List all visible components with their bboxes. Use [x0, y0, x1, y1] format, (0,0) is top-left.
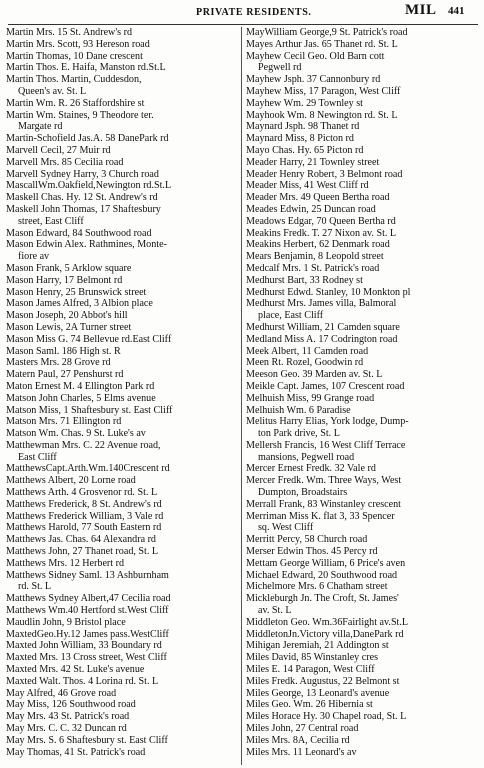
directory-entry: Meades Edwin, 25 Duncan road [246, 203, 376, 215]
directory-entry: Maxted Mrs. 42 St. Luke's avenue [6, 664, 145, 676]
directory-entry: MayWilliam George,9 St. Patrick's road [246, 27, 408, 38]
directory-entry: Melhuish Miss, 99 Grange road [246, 392, 375, 404]
directory-entry: Matson Mrs. 71 Ellington rd [6, 416, 122, 428]
directory-entry-continuation: ton Park drive, St. L [258, 428, 340, 440]
directory-entry: Matern Paul, 27 Penshurst rd [6, 369, 124, 381]
directory-entry: Meen Rt. Rozel, Goodwin rd [246, 357, 364, 369]
directory-entry: Mason Edward, 84 Southwood road [6, 227, 152, 239]
directory-entry: Mayhew Miss, 17 Paragon, West Cliff [246, 85, 401, 97]
directory-entry: Miles David, 85 Winstanley cres [246, 652, 379, 664]
directory-entry: MatthewsCapt.Arth.Wm.140Crescent rd [6, 463, 170, 475]
directory-entry: Miles Mrs. 11 Leonard's av [246, 746, 357, 758]
directory-entry: Maxted John William, 33 Boundary rd [6, 640, 162, 652]
directory-entry: Martin Thos. E. Haifa, Manston rd.St.L [6, 62, 166, 74]
directory-entry: Mayhew Wm. 29 Townley st [246, 97, 363, 109]
directory-entry: Mason Frank, 5 Arklow square [6, 262, 132, 274]
directory-entry: MiddletonJn.Victory villa,DanePark rd [246, 628, 404, 640]
directory-entry: Martin Wm. Staines, 9 Theodore ter. [6, 109, 154, 121]
directory-entry: Matthews Jas. Chas. 64 Alexandra rd [6, 534, 156, 546]
directory-entry: Melhuish Wm. 6 Paradise [246, 404, 351, 416]
directory-entry: Medhurst William, 21 Camden square [246, 321, 400, 333]
directory-entry: Matson Miss, 1 Shaftesbury st. East Cliff [6, 404, 173, 416]
directory-entry: Mayes Arthur Jas. 65 Thanet rd. St. L [246, 38, 398, 50]
directory-entry: Matthews Frederick, 8 St. Andrew's rd [6, 498, 162, 510]
directory-entry: Meikle Capt. James, 107 Crescent road [246, 380, 405, 392]
directory-entry: Meakins Herbert, 62 Denmark road [246, 239, 390, 251]
directory-entry: Maskell John Thomas, 17 Shaftesbury [6, 203, 161, 215]
directory-entry: Matthews Arth. 4 Grosvenor rd. St. L [6, 487, 158, 499]
directory-entry: Miles Mrs. 8A, Cecilia rd [246, 734, 350, 746]
directory-entry: Matthews Sidney Saml. 13 Ashburnham [6, 569, 169, 581]
directory-entry: Masters Mrs. 28 Grove rd [6, 357, 111, 369]
directory-entry: Mason Saml. 186 High st. R [6, 345, 121, 357]
directory-entry: Matthews Wm.40 Hertford st.West Cliff [6, 605, 169, 617]
directory-entry: Merriman Miss K. flat 3, 33 Spencer [246, 510, 395, 522]
directory-entry: Mason Joseph, 20 Abbot's hill [6, 310, 128, 322]
directory-entry: Marvell Mrs. 85 Cecilia road [6, 156, 124, 168]
right-column [246, 27, 478, 767]
alphabet-key: MIL [405, 2, 437, 18]
directory-entry: Meader Mrs. 49 Queen Bertha road [246, 192, 390, 204]
directory-entry: Mayhew Cecil Geo. Old Barn cott [246, 50, 385, 62]
directory-entry: Mason Harry, 17 Belmont rd [6, 274, 123, 286]
directory-entry: Maton Ernest M. 4 Ellington Park rd [6, 380, 155, 392]
directory-entry: Meader Harry, 21 Townley street [246, 156, 380, 168]
directory-entry: Maudlin John, 9 Bristol place [6, 616, 126, 628]
directory-entry: Marvell Cecil, 27 Muir rd [6, 144, 111, 156]
directory-entry: Mears Benjamin, 8 Leopold street [246, 251, 384, 263]
directory-entry: Michelmore Mrs. 6 Chatham street [246, 581, 388, 593]
directory-entry: Mason Lewis, 2A Turner street [6, 321, 132, 333]
directory-entry: Miles George, 13 Leonard's avenue [246, 687, 390, 699]
directory-entry: Maynard Jsph. 98 Thanet rd [246, 121, 360, 133]
directory-entry-continuation: street, East Cliff [18, 215, 84, 227]
directory-entry: Mercer Ernest Fredk. 32 Vale rd [246, 463, 376, 475]
directory-entry: Matthews Frederick William, 3 Vale rd [6, 510, 164, 522]
directory-entry: May Mrs. C. C. 32 Duncan rd [6, 723, 127, 735]
page-number: 441 [448, 5, 465, 17]
directory-entry: Martin-Schofield Jas.A. 58 DanePark rd [6, 133, 169, 145]
directory-entry-continuation: sq. West Cliff [258, 522, 314, 534]
directory-entry: Maynard Miss, 8 Picton rd [246, 133, 354, 145]
directory-entry: May Alfred, 46 Grove road [6, 687, 117, 699]
directory-entry-continuation: mansions, Pegwell road [258, 451, 355, 463]
directory-entry: Martin Thos. Martin, Cuddesdon, [6, 74, 142, 86]
directory-entry-continuation: rd. St. L [18, 581, 52, 593]
directory-entry-continuation: fiore av [18, 251, 50, 263]
directory-entry: Miles Geo. Wm. 26 Hibernia st [246, 699, 373, 711]
directory-entry: Merrall Frank, 83 Winstanley crescent [246, 498, 401, 510]
directory-entry: MascallWm.Oakfield,Newington rd.St.L [6, 180, 172, 192]
directory-entry: Michael Edward, 20 Southwood road [246, 569, 398, 581]
directory-entry: Merritt Percy, 58 Church road [246, 534, 368, 546]
directory-entry: May Miss, 126 Southwood road [6, 699, 136, 711]
directory-entry: Mason James Alfred, 3 Albion place [6, 298, 153, 310]
directory-entry: Melitus Harry Elias, York lodge, Dump- [246, 416, 409, 428]
directory-entry: Martin Mrs. 15 St. Andrew's rd [6, 27, 133, 38]
column-divider [241, 27, 242, 765]
directory-entry: Matson John Charles, 5 Elms avenue [6, 392, 156, 404]
directory-entry: Medhurst Edwd. Stanley, 10 Monkton pl [246, 286, 411, 298]
header-rule [8, 24, 478, 25]
directory-entry: Meeson Geo. 39 Marden av. St. L [246, 369, 383, 381]
directory-entry: Matthews Sydney Albert,47 Cecilia road [6, 593, 171, 605]
directory-entry: Miles Horace Hy. 30 Chapel road, St. L [246, 711, 407, 723]
directory-entry: Meader Miss, 41 West Cliff rd [246, 180, 369, 192]
directory-entry: Meader Henry Robert, 3 Belmont road [246, 168, 403, 180]
directory-entry: Matson Wm. Chas. 9 St. Luke's av [6, 428, 146, 440]
directory-entry-continuation: av. St. L [258, 605, 292, 617]
left-column [6, 27, 238, 767]
directory-entry: May Mrs. S. 6 Shaftesbury st. East Cliff [6, 734, 168, 746]
directory-entry: Miles E. 14 Paragon, West Cliff [246, 664, 375, 676]
directory-entry: Middleton Geo. Wm.36Fairlight av.St.L [246, 616, 409, 628]
directory-entry: Matthewman Mrs. C. 22 Avenue road, [6, 439, 161, 451]
directory-entry: Matthews Albert, 20 Lorne road [6, 475, 136, 487]
directory-entry: Miles Fredk. Augustus, 22 Belmont st [246, 675, 400, 687]
directory-entry: Mellersh Francis, 16 West Cliff Terrace [246, 439, 406, 451]
directory-entry: Medcalf Mrs. 1 St. Patrick's road [246, 262, 380, 274]
directory-entry-continuation: place, East Cliff [258, 310, 324, 322]
directory-entry: Matthews John, 27 Thanet road, St. L [6, 546, 159, 558]
section-title: PRIVATE RESIDENTS. [196, 7, 312, 18]
directory-entry-continuation: East Cliff [18, 451, 57, 463]
directory-entry: Mercer Fredk. Wm. Three Ways, West [246, 475, 402, 487]
directory-entry: Mayo Chas. Hy. 65 Picton rd [246, 144, 364, 156]
directory-entry: Mayhew Jsph. 37 Cannonbury rd [246, 74, 381, 86]
directory-entry: Matthews Harold, 77 South Eastern rd [6, 522, 162, 534]
directory-entry: May Thomas, 41 St. Patrick's road [6, 746, 146, 758]
directory-entry: Martin Thomas, 10 Dane crescent [6, 50, 143, 62]
directory-entry: Medhurst Mrs. James villa, Balmoral [246, 298, 397, 310]
directory-entry: Mickleburgh Jn. The Croft, St. James' [246, 593, 399, 605]
directory-entry-continuation: Pegwell rd [258, 62, 302, 74]
directory-entry: Mason Edwin Alex. Rathmines, Monte- [6, 239, 167, 251]
directory-entry: Miles John, 27 Central road [246, 723, 359, 735]
directory-entry: Merser Edwin Thos. 45 Percy rd [246, 546, 378, 558]
directory-entry: Meek Albert, 11 Camden road [246, 345, 369, 357]
directory-entry: Mettam George William, 6 Price's aven [246, 557, 406, 569]
directory-entry-continuation: Dumpton, Broadstairs [258, 487, 348, 499]
directory-entry: Martin Mrs. Scott, 93 Hereson road [6, 38, 150, 50]
directory-entry: Mihigan Jeremiah, 21 Addington st [246, 640, 389, 652]
directory-entry: Maxted Walt. Thos. 4 Lorina rd. St. L [6, 675, 159, 687]
directory-entry: Matthews Mrs. 12 Herbert rd [6, 557, 125, 569]
directory-entry: Marvell Sydney Harry, 3 Church road [6, 168, 159, 180]
page-header [0, 2, 484, 24]
directory-entry: Maxted Mrs. 13 Cross street, West Cliff [6, 652, 167, 664]
directory-entry: Mason Miss G. 74 Bellevue rd.East Cliff [6, 333, 172, 345]
directory-entry: Mayhook Wm. 8 Newington rd. St. L [246, 109, 398, 121]
directory-entry-continuation: Margate rd [18, 121, 63, 133]
directory-entry: Maskell Chas. Hy. 12 St. Andrew's rd [6, 192, 158, 204]
directory-entry: Medland Miss A. 17 Codrington road [246, 333, 398, 345]
directory-entry: Mason Henry, 25 Brunswick street [6, 286, 147, 298]
directory-entry: Medhurst Bart, 33 Rodney st [246, 274, 363, 286]
directory-entry: Meadows Edgar, 70 Queen Bertha rd [246, 215, 396, 227]
directory-entry: May Mrs. 43 St. Patrick's road [6, 711, 130, 723]
directory-entry: Meakins Fredk. T. 27 Nixon av. St. L [246, 227, 397, 239]
directory-entry: Martin Wm. R. 26 Staffordshire st [6, 97, 145, 109]
directory-entry: MaxtedGeo.Hy.12 James pass.WestCliff [6, 628, 169, 640]
directory-entry-continuation: Queen's av. St. L [18, 85, 87, 97]
